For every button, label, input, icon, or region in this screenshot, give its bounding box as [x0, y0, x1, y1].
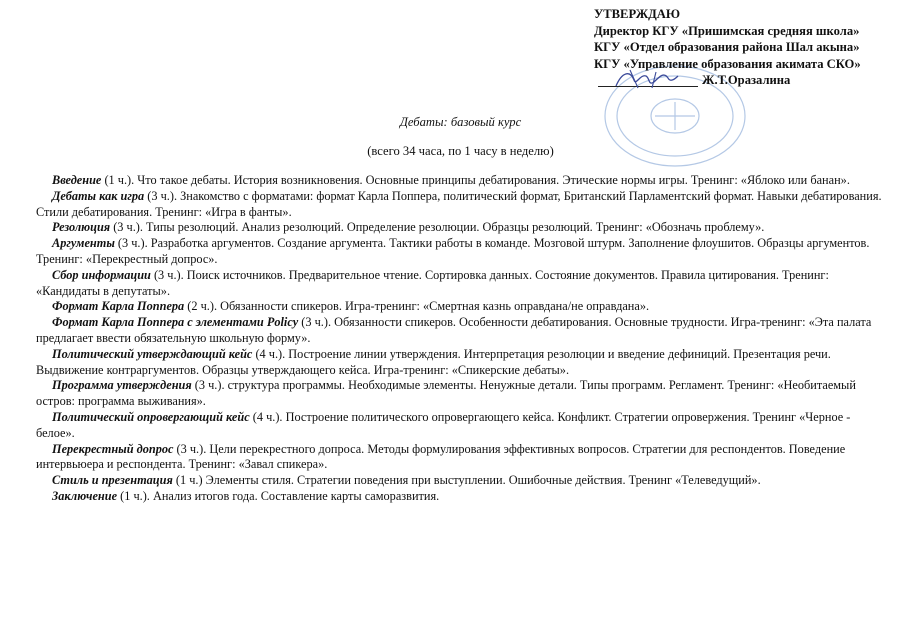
section-text: (1 ч.) Элементы стиля. Стратегии поведения при выступлении. Ошибочные действия. Тренинг «Телеведущий». — [172, 473, 761, 488]
section-text: (3 ч.). Цели перекрестного допроса. Методы формулирования эффективных вопросов. Стратегии для респондентов. Поведение интервьюера и респондента. Тренинг: «Завал спикера». — [36, 441, 846, 472]
signatory-name: Ж.Т.Оразалина — [702, 73, 791, 87]
section-paragraph — [36, 347, 884, 379]
section-topic: Политический утверждающий кейс — [52, 346, 253, 361]
section-paragraph — [36, 220, 884, 236]
section-topic: Формат Карла Поппера с элементами Policy — [52, 315, 299, 330]
document-subtitle: (всего 34 часа, по 1 часу в неделю) — [367, 144, 554, 158]
section-text: (4 ч.). Построение политического опровергающего кейса. Конфликт. Стратегии опровержения. Тренинг «Черное - белое». — [36, 409, 851, 440]
approval-line-3: КГУ «Управление образования акимата СКО» — [594, 56, 861, 71]
section-paragraph — [36, 489, 884, 505]
section-text: (2 ч.). Обязанности спикеров. Игра-тренинг: «Смертная казнь оправдана/не оправдана». — [184, 299, 650, 314]
section-topic: Политический опровергающий кейс — [52, 409, 250, 424]
section-text: (3 ч.). Разработка аргументов. Создание аргумента. Тактики работы в команде. Мозговой штурм. Заполнение флоушитов. Образцы аргументов. Тренинг: «Перекрестный допрос». — [36, 236, 870, 266]
section-text: (3 ч.). Типы резолюций. Анализ резолюций. Определение резолюции. Образцы резолюций. Тренинг: «Обозначь проблему». — [110, 220, 765, 235]
section-text: (4 ч.). Построение линии утверждения. Интерпретация резолюции и введение дефиниций. Презентация речи. Выдвижение контраргументов. Образцы утверждающего кейса. Игра-тренинг: «Спикерские дебаты». — [36, 346, 831, 377]
approval-heading: УТВЕРЖДАЮ — [594, 7, 681, 21]
approval-line-2: КГУ «Отдел образования района Шал акына» — [594, 40, 860, 54]
section-paragraph — [36, 299, 884, 315]
approval-line-1: Директор КГУ «Пришимская средняя школа» — [594, 23, 860, 38]
section-topic: Аргументы — [52, 236, 115, 251]
section-topic: Резолюция — [52, 220, 111, 235]
course-content — [36, 173, 884, 505]
section-topic: Стиль и презентация — [52, 473, 173, 488]
section-paragraph — [36, 236, 884, 268]
section-text: (3 ч.). структура программы. Необходимые элементы. Ненужные детали. Типы программ. Регламент. Тренинг: «Необитаемый остров: программа выживания». — [36, 378, 856, 409]
section-text: (3 ч.). Поиск источников. Предварительное чтение. Сортировка данных. Состояние документов. Правила цитирования. Тренинг: «Кандидаты в депутаты». — [36, 267, 829, 298]
section-paragraph — [36, 410, 884, 442]
section-text: (1 ч.). Анализ итогов года. Составление карты саморазвития. — [117, 488, 440, 503]
section-paragraph — [36, 473, 884, 489]
section-paragraph — [36, 173, 884, 189]
section-topic: Формат Карла Поппера — [52, 299, 185, 314]
handwritten-signature-icon — [612, 66, 682, 92]
approval-block — [594, 6, 914, 89]
section-paragraph — [36, 378, 884, 410]
section-paragraph — [36, 268, 884, 300]
section-topic: Перекрестный допрос — [52, 441, 174, 456]
section-text: (3 ч.). Знакомство с форматами: формат Карла Поппера, политический формат, Британский Парламентский формат. Навыки дебатирования. Стили дебатирования. Тренинг: «Игра в фанты». — [36, 188, 882, 219]
document-title: Дебаты: базовый курс — [399, 115, 522, 129]
section-topic: Программа утверждения — [52, 378, 192, 393]
section-paragraph — [36, 189, 884, 221]
section-paragraph — [36, 315, 884, 347]
section-text: (3 ч.). Обязанности спикеров. Особенности дебатирования. Основные трудности. Игра-тренинг: «Эта палата предлагает ввести обязательную школьную форму». — [36, 315, 872, 345]
section-topic: Дебаты как игра — [52, 188, 145, 203]
section-text: (1 ч.). Что такое дебаты. История возникновения. Основные принципы дебатирования. Этические нормы игры. Тренинг: «Яблоко или банан». — [101, 173, 850, 187]
section-topic: Введение — [52, 173, 102, 187]
section-topic: Заключение — [52, 488, 118, 503]
section-paragraph — [36, 442, 884, 474]
section-topic: Сбор информации — [52, 267, 151, 282]
signature-line — [594, 72, 914, 89]
